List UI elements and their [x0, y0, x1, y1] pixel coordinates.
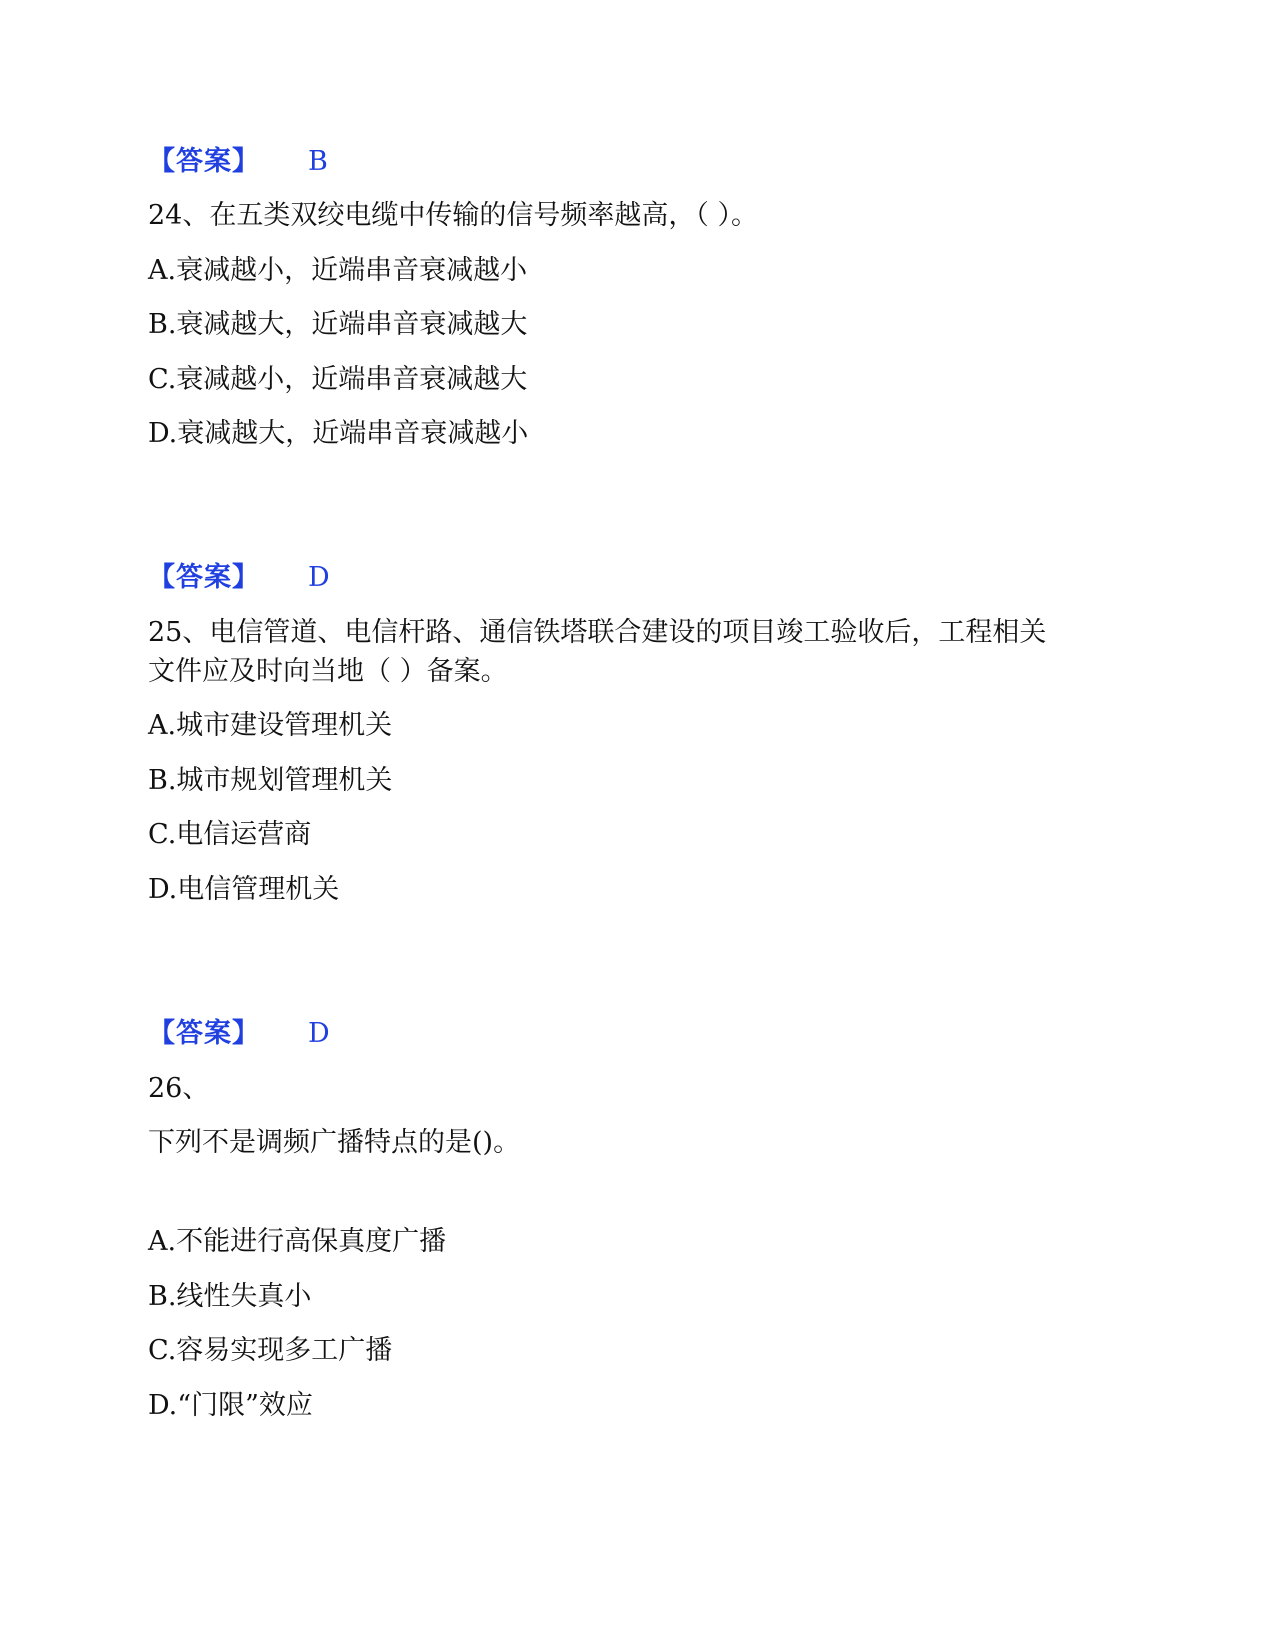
- answer-row: [148, 142, 328, 182]
- option-c: C.衰减越小，近端串音衰减越大: [148, 364, 528, 395]
- option-b: B.线性失真小: [148, 1281, 312, 1312]
- option-c: C.容易实现多工广播: [148, 1335, 393, 1366]
- option-b: B.城市规划管理机关: [148, 765, 393, 796]
- answer-value: B: [308, 146, 328, 177]
- answer-value: D: [308, 1018, 330, 1049]
- question-stem-line-2: 文件应及时向当地（ ）备案。: [148, 656, 508, 687]
- option-d: D.电信管理机关: [148, 874, 340, 905]
- answer-label: 【答案】: [148, 146, 260, 177]
- option-d: D.衰减越大，近端串音衰减越小: [148, 418, 529, 449]
- question-stem: 下列不是调频广播特点的是()。: [148, 1127, 521, 1158]
- answer-value: D: [308, 562, 330, 593]
- answer-row: [148, 1014, 330, 1054]
- question-stem-line-1: 25、电信管道、电信杆路、通信铁塔联合建设的项目竣工验收后，工程相关: [148, 617, 1047, 648]
- question-number: 26、: [148, 1073, 210, 1104]
- option-a: A.衰减越小，近端串音衰减越小: [148, 255, 528, 286]
- question-stem: 24、在五类双绞电缆中传输的信号频率越高，（ ）。: [148, 200, 758, 231]
- answer-label: 【答案】: [148, 562, 260, 593]
- option-d: D.“门限”效应: [148, 1390, 313, 1421]
- option-b: B.衰减越大，近端串音衰减越大: [148, 309, 528, 340]
- answer-row: [148, 558, 330, 598]
- answer-label: 【答案】: [148, 1018, 260, 1049]
- option-a: A.城市建设管理机关: [148, 710, 393, 741]
- option-c: C.电信运营商: [148, 819, 312, 850]
- option-a: A.不能进行高保真度广播: [148, 1226, 447, 1257]
